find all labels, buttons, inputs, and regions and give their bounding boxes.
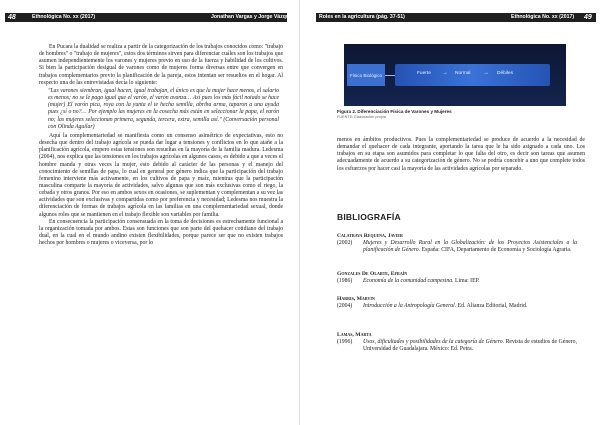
paragraph: Aquí la complementariedad se manifiesta como un consenso asimétrico de expectativas, esto no desecha que dentro del trabajo agrícola se pueda dar lugar a tensiones y conflictos en lo que atañe a la planificación agrícola, empero estas tensiones son resueltas en la mayoría de la familia madura. Ledesma (2004), nos explica que las tensiones en los trabajos agrícolas en algunos casos, es debido a que a veces el hombre manda y otras veces la mujer, esto debido al carácter de las personas y el manejo del conocimiento de semillas de papa, lo cual en general por género indica que la participación del trabajo femenino interviene más activamente, en los cultivos de papa y maíz, mientras que la participación masculina comparte la mayoría de actividades, salvo algunas que son más exclusivas como el riego, la cebada y otros granos. Por eso en ambos sexos en ocasiones, se suplementan y complementan a su vez las actividades que son exclusivas y compartidas como por preferencia y necesidad; Ledesma nos muestra la diferenciación de formas de trabajos agrícola en las familias en una complementariedad sexual, donde algunos roles que se mantienen en el trabajo flexible son variables por familia. xyxy=(39,132,283,218)
bib-year: (2004) xyxy=(337,303,353,310)
label-weak: Débiles xyxy=(497,71,513,76)
bibliography-entry xyxy=(337,233,577,255)
arrow-icon: → xyxy=(483,70,489,76)
bibliography-entry xyxy=(337,271,577,285)
bib-author: Harris, Marvin xyxy=(337,296,375,302)
right-body-text xyxy=(337,137,585,173)
left-body-text xyxy=(39,44,283,247)
figure-caption xyxy=(337,109,577,119)
caption-title: Figura 2. Diferenciación Física de Varones y Mujeres xyxy=(337,109,452,114)
bibliography-entry xyxy=(337,296,577,310)
journal-title: Ethnológica No. xx (2017) xyxy=(511,14,575,20)
bib-year: (1986) xyxy=(337,278,353,285)
bib-year: (2002) xyxy=(337,240,353,247)
bib-author: Calatrava Requena, Javier xyxy=(337,233,403,239)
bibliography-heading: BIBLIOGRAFÍA xyxy=(337,212,401,222)
journal-title: Ethnológica No. xx (2017) xyxy=(32,14,96,20)
bib-reference: Introducción a la Antropología General. Ed. Alianza Editorial, Madrid. xyxy=(363,303,528,310)
bib-author: Lamas, Marta xyxy=(337,332,372,338)
connector-line xyxy=(385,75,395,76)
bib-year: (1996) xyxy=(337,339,353,346)
right-page-header xyxy=(316,13,596,22)
bib-author: Gonzales De Olarte, Efraín xyxy=(337,271,408,277)
page-number: 49 xyxy=(584,14,592,21)
caption-source: FUENTE: Elaboración propia xyxy=(337,115,386,119)
bib-reference: Mujeres y Desarrollo Rural en la Globalización: de los Proyectos Asistenciales a la planificación de Género. España: CIFA, Departamento de Economía y Sociología Agraria. xyxy=(363,240,577,254)
left-page-header xyxy=(5,13,295,22)
article-authors: Jonathan Vargas y Jorge Vázquez xyxy=(211,14,295,20)
page-number: 48 xyxy=(8,14,16,21)
paragraph: En consecuencia la participación consensuada en la toma de decisiones es estrechamente funcional a la organización tomada por ambos. Estas son funciones que son parte del quehacer cotidiano del trabajo dual, en la cual en el mundo andino existen flexibilidades, porque parece ser que no existen trabajos hechos por hombres o mujeres o viceversa, por lo xyxy=(39,218,283,247)
label-strong: Fuerte xyxy=(417,71,431,76)
bib-reference: Usos, dificultades y posibilidades de la categoría de Género. Revista de estudios de Género, Universidad de Guadalajara. México: Ed. Petra. xyxy=(363,339,577,353)
running-title: Roles en la agricultura (pág. 37-51) xyxy=(319,14,405,20)
interview-quote: "Las varones siembran, igual hacen, igual trabajan, el único es que la mujer hace menos, el salario es menos; no se le paga igual que el varón, el varón avanza… Así pues los más fácil notado se hace (mujer) El varón pica, roya con la yunta el te hecha semilla, abriha arma, taparon a una ayuda pues ¿sí o no?… Por ejemplo las mujeres en la cosecha más están en seleccionar la papa, el varón no; las mujeres seleccionan primera, segunda, tercera, extra, semilla así." (Conversación personal con Olinda Aguilar) xyxy=(48,87,279,130)
bibliography-entry xyxy=(337,332,577,354)
physical-biological-box: Físico Biológico xyxy=(347,64,385,86)
paragraph: En Pucara la dualidad se realiza a partir de la categorización de los trabajos conocidos como: "trabajo de hombres" o "trabajo de mujeres", estos dos términos sirven para diferenciar cuáles son los trabajos que asumen independientemente los varones y mujeres previo en uso de la fuerza y habilidad de los cultivos. Si bien la participación desigual de varones como de mujeres forma diversas entre que convergen en trabajos complementarios previo la planificación de la pareja, estos intentan ser resueltos en el hogar. Al respecto una de las entrevistadas decía lo siguiente: xyxy=(39,44,283,86)
bib-reference: Economía de la comunidad campesina. Lima: IEP. xyxy=(363,278,480,285)
arrow-icon: → xyxy=(442,70,448,76)
paragraph: menos en ámbitos productivos. Pues la complementariedad se produce de acuerdo a la necesidad de demandar el quehacer de cada integrante, aportando la tarea que le ha sido asignado a cada uno. Los trabajos en su etapa son asumidos para completar lo que falta del otro, es decir son tareas que asumen adecuadamente de acuerdo a su categorización de género. No se podría concebir a uno que complete todos los esfuerzos por hacer casi la mayoría de las actividades agrícolas por separado. xyxy=(337,137,585,172)
label-normal: Normal xyxy=(455,71,471,76)
figure-diagram xyxy=(344,44,566,106)
